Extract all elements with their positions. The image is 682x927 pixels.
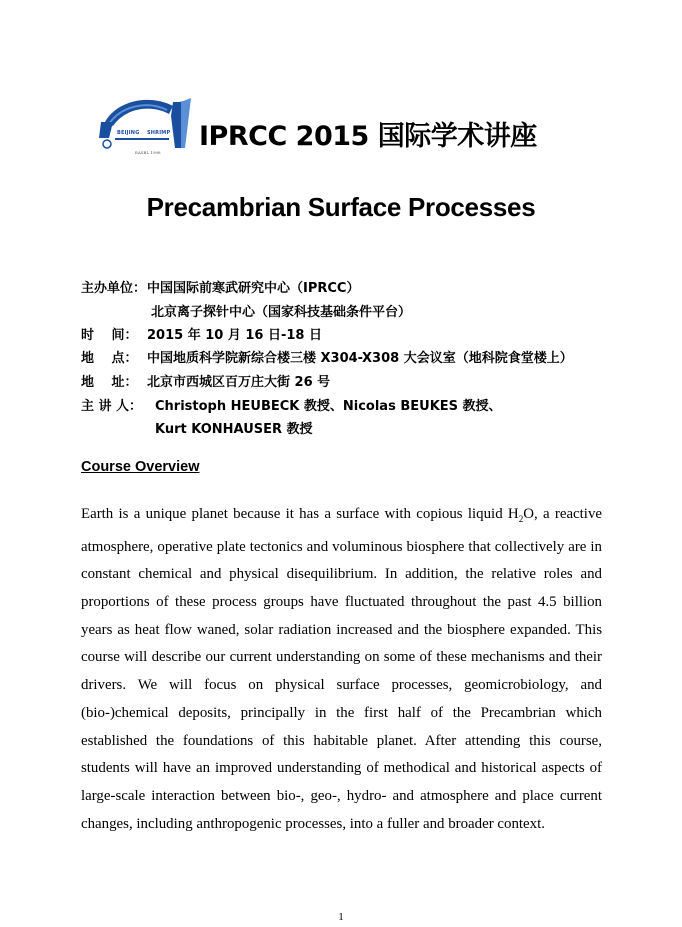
logo-beijing-text: BEIJING bbox=[117, 130, 140, 136]
address-label: 地 址： bbox=[81, 375, 138, 390]
page-number: 1 bbox=[338, 911, 344, 923]
speaker-label: 主 讲 人： bbox=[81, 399, 143, 414]
lecture-series-title: IPRCC 2015 国际学术讲座 bbox=[199, 121, 537, 152]
course-title: Precambrian Surface Processes bbox=[146, 192, 536, 222]
speaker-value-1: Christoph HEUBECK 教授、Nicolas BEUKES 教授、 bbox=[155, 399, 502, 414]
venue-row bbox=[81, 347, 573, 366]
h2o-subscript: 2 bbox=[518, 513, 524, 524]
course-overview-heading: Course Overview bbox=[81, 459, 200, 475]
venue-label: 地 点： bbox=[81, 351, 138, 366]
address-value: 北京市西城区百万庄大街 26 号 bbox=[147, 375, 331, 390]
iprcc-logo bbox=[95, 92, 195, 160]
organizer-value-1: 中国国际前寒武研究中心（IPRCC） bbox=[147, 281, 360, 296]
organizer-row bbox=[81, 277, 359, 296]
time-label: 时 间： bbox=[81, 328, 138, 343]
overview-text-part1: Earth is a unique planet because it has a surface with copious liquid H bbox=[81, 506, 519, 522]
venue-value: 中国地质科学院新综合楼三楼 X304-X308 大会议室（地科院食堂楼上） bbox=[147, 351, 573, 366]
logo-shrimp-text: SHRIMP bbox=[147, 130, 171, 136]
time-row bbox=[81, 324, 322, 343]
speaker-row bbox=[81, 395, 502, 414]
logo-est-text: EASBL 1998 bbox=[135, 150, 161, 155]
overview-text-part2: O, a reactive atmosphere, operative plate tectonics and voluminous biosphere that collectively are in constant chemical and physical disequilibrium. In addition, the relative roles and proportions of these process groups have fluctuated throughout the past 4.5 billion years as heat flow waned, solar radiation increased and the biosphere expanded. This course will describe our current understanding on some of these mechanisms and their drivers. We will focus on physical surface processes, geomicrobiology, and (bio-)chemical deposits, principally in the first half of the Precambrian which established the foundations of this habitable planet. After attending this course, students will have an improved understanding of methodical and historical aspects of large-scale interaction between bio-, geo-, hydro- and atmosphere and place current changes, including anthropogenic processes, into a fuller and broader context. bbox=[81, 506, 602, 832]
course-overview-text bbox=[81, 501, 602, 838]
organizer-label: 主办单位： bbox=[81, 281, 147, 296]
speaker-value-2: Kurt KONHAUSER 教授 bbox=[155, 422, 313, 437]
address-row bbox=[81, 371, 330, 390]
time-value: 2015 年 10 月 16 日-18 日 bbox=[147, 328, 323, 343]
organizer-value-2: 北京离子探针中心（国家科技基础条件平台） bbox=[151, 305, 412, 320]
